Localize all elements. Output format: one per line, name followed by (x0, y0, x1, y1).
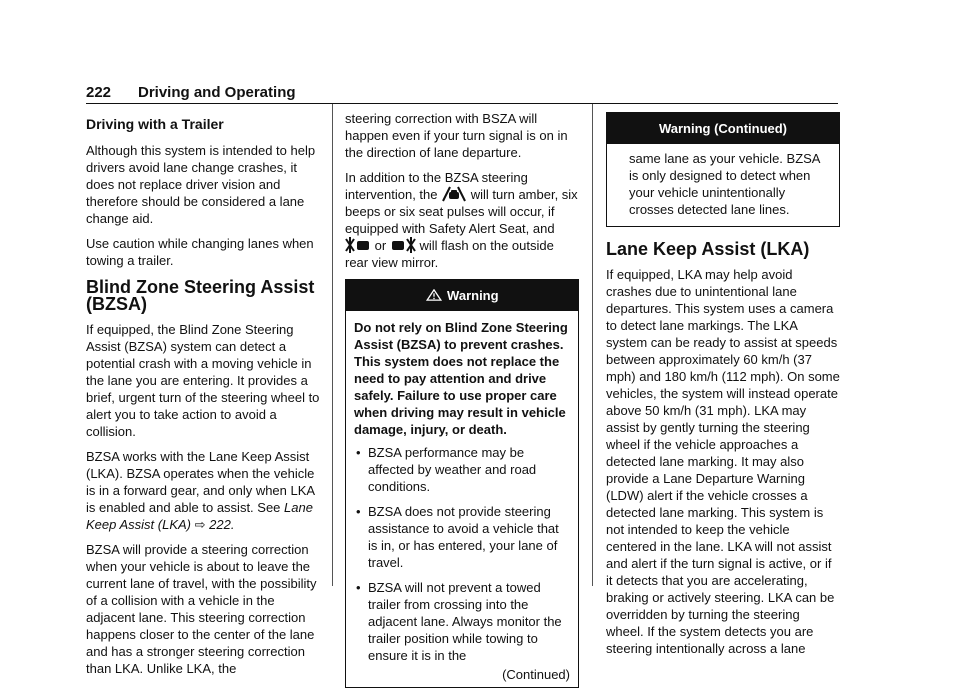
page-ref-arrow-icon: ⇨ (194, 517, 206, 532)
col2-paragraph-2 (345, 169, 579, 271)
column-1 (86, 106, 322, 685)
column-divider-2 (592, 104, 593, 586)
page-number: 222 (86, 84, 112, 101)
trailer-paragraph-2: Use caution while changing lanes when towing a trailer. (86, 236, 314, 268)
col2-paragraph-2-b: will turn amber, six beeps or six seat pulses will occur, if equipped with Safety Alert Seat, and (345, 187, 578, 236)
bzsa-paragraph-1: If equipped, the Blind Zone Steering Assist (BZSA) system can detect a potential crash with a moving vehicle in the lane you are entering. It provides a brief, urgent turn of the steering wheel to alert you to take action to avoid a collision. (86, 322, 320, 439)
section-title: Driving and Operating (138, 84, 296, 101)
warning-continued-header: Warning (Continued) (607, 113, 839, 144)
col2-paragraph-1: steering correction with BSZA will happen even if your turn signal is on in the direction of lane departure. (345, 111, 568, 160)
warning-box (345, 279, 579, 688)
lka-heading: Lane Keep Assist (LKA) (606, 239, 810, 259)
warning-triangle-icon (425, 289, 443, 301)
warning-bullet-3: • BZSA will not prevent a towed trailer from crossing into the adjacent lane. Always monitor the trailer position while towing to ensure it is in the (354, 579, 570, 664)
column-2 (345, 106, 579, 688)
lka-cross-reference[interactable]: Lane Keep Assist (LKA) (86, 500, 313, 532)
warning-title: Warning (447, 288, 499, 303)
warning-bullet-list (354, 444, 570, 664)
trailer-paragraph-1: Although this system is intended to help drivers avoid lane change crashes, it does not replace driver vision and therefore should be considered a lane change aid. (86, 143, 316, 226)
blind-zone-left-icon (345, 237, 371, 253)
bzsa-heading: Blind Zone Steering Assist (BZSA) (86, 277, 315, 314)
warning-continued-text: same lane as your vehicle. BZSA is only designed to detect when your vehicle unintentionally crosses detected lane lines. (629, 151, 820, 217)
col2-paragraph-2-or: or (374, 238, 387, 253)
warning-header (346, 280, 578, 311)
bzsa-paragraph-3: BZSA will provide a steering correction when your vehicle is about to leave the current lane of travel, with the possibility of a collision with a vehicle in the adjacent lane. This steering correction happens closer to the center of the lane and has a stronger steering correction than LKA. Unlike LKA, the (86, 542, 317, 676)
lka-vehicle-icon (441, 186, 467, 202)
header-rule (86, 103, 838, 104)
bzsa-paragraph-2 (86, 448, 322, 533)
column-3 (606, 106, 840, 665)
bzsa-paragraph-2-text: BZSA works with the Lane Keep Assist (LKA). BZSA operates when the vehicle is in a forward gear, and only when LKA is enabled and able to assist. See (86, 449, 315, 515)
column-divider-1 (332, 104, 333, 586)
trailer-heading: Driving with a Trailer (86, 116, 224, 132)
warning-body (346, 311, 578, 687)
warning-bullet-1: • BZSA performance may be affected by weather and road conditions. (354, 444, 570, 495)
continued-label: (Continued) (502, 667, 570, 682)
warning-bold-text: Do not rely on Blind Zone Steering Assist (BZSA) to prevent crashes. This system does not replace the need to pay attention and drive safely. Failure to use proper care when driving may result in vehicle damage, injury, or death. (354, 320, 568, 437)
warning-continued-box (606, 112, 840, 227)
blind-zone-right-icon (390, 237, 416, 253)
warning-bullet-2: • BZSA does not provide steering assistance to avoid a vehicle that is in, or has entered, your lane of travel. (354, 503, 570, 571)
lka-page-reference[interactable]: 222. (209, 517, 235, 532)
col2-paragraph-2-c: will flash on the outside rear view mirror. (345, 238, 554, 270)
lka-paragraph: If equipped, LKA may help avoid crashes due to unintentional lane departures. This system uses a camera to detect lane markings. The LKA system can be ready to assist at speeds between approximately 60 km/h (37 mph) and 180 km/h (112 mph). On some vehicles, the system will instead operate above 50 km/h (31 mph). LKA may assist by gently turning the steering wheel if the vehicle approaches a detected lane marking. It may also provide a Lane Departure Warning (LDW) alert if the vehicle crosses a detected lane marking. This system is not intended to keep the vehicle centered in the lane. LKA will not assist and alert if the turn signal is active, or if it detects that you are accelerating, braking or actively steering. LKA can be overridden by turning the steering wheel. If the system detects you are steering intentionally across a lane (606, 267, 840, 656)
page-header (86, 84, 838, 104)
col2-paragraph-2-a: In addition to the BZSA steering intervention, the (345, 170, 528, 202)
